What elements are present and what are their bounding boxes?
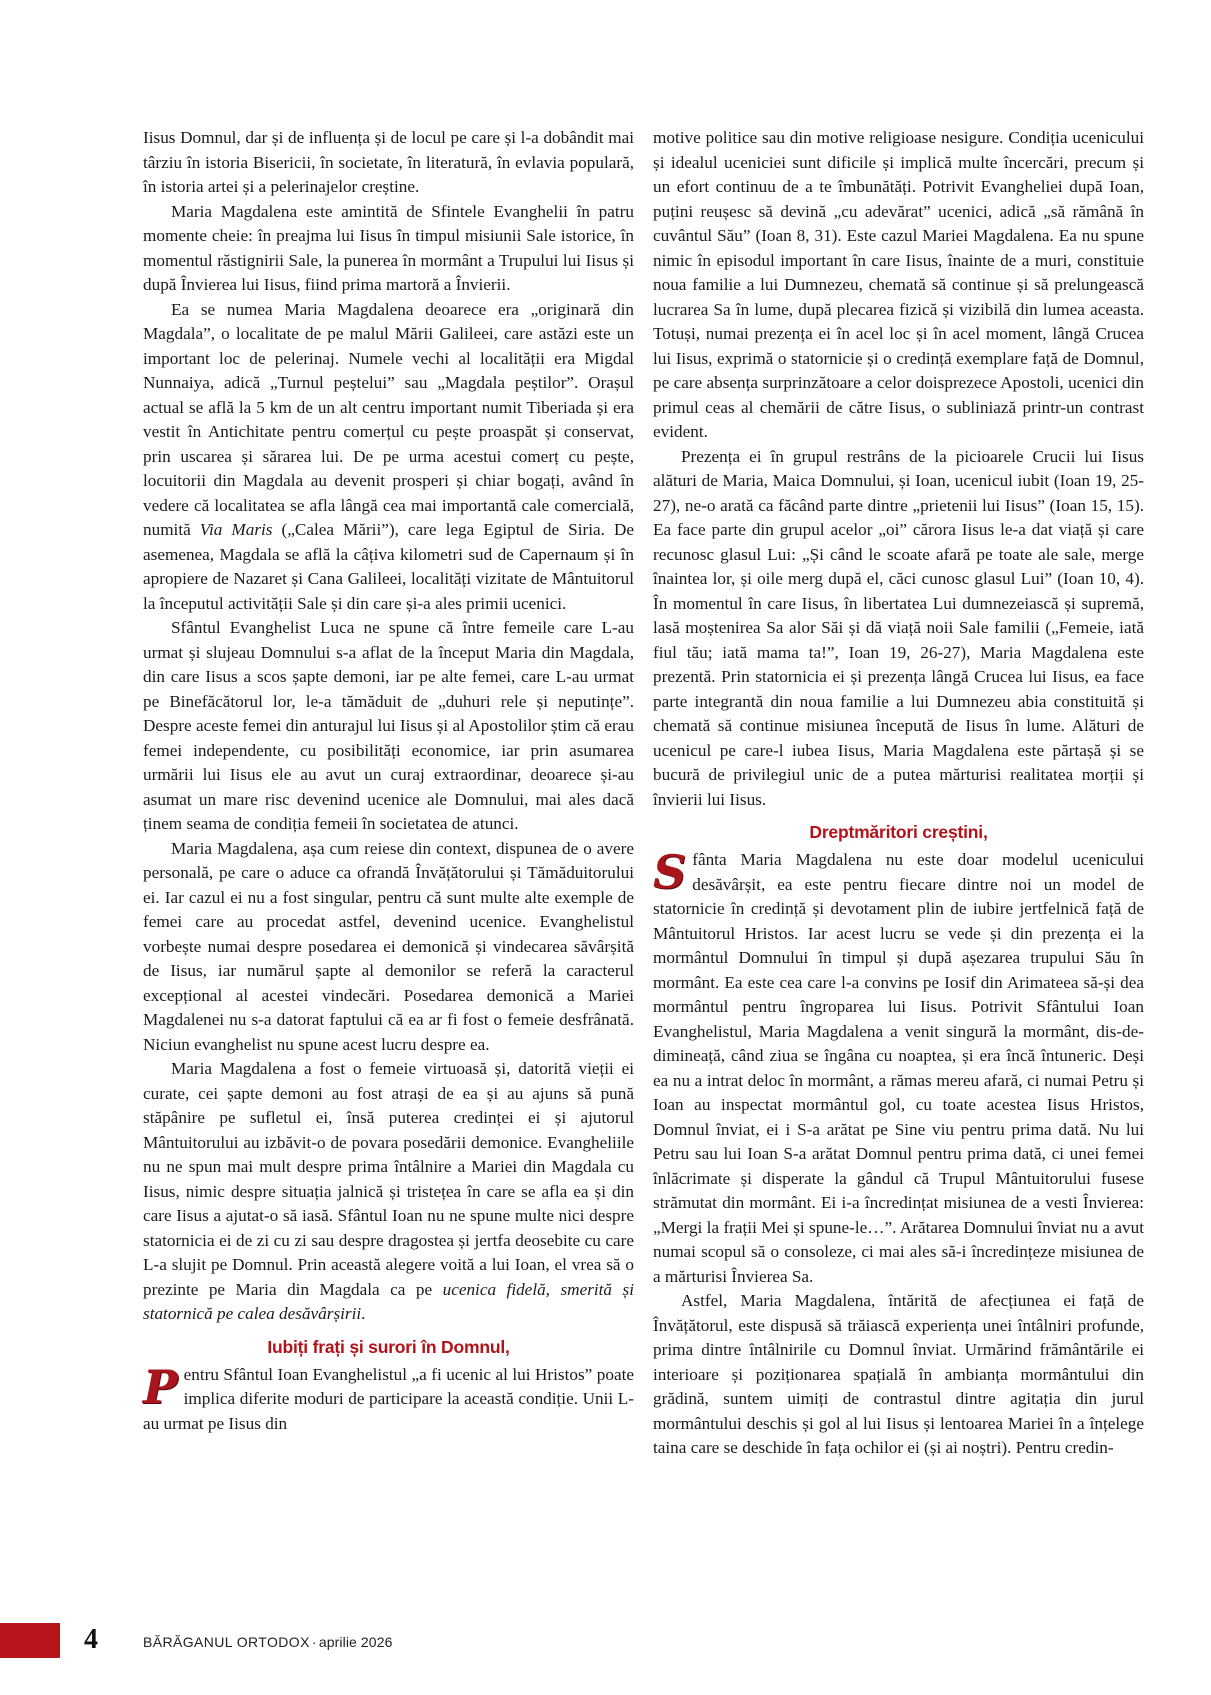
text-run: entru Sfântul Ioan Evanghelistul „a fi ucenic al lui Hristos” poate implica diferite moduri de participare la această condiție. Unii L-au urmat pe Iisus din <box>143 1364 634 1433</box>
section-heading: Iubiți frați și surori în Domnul, <box>267 1336 510 1357</box>
paragraph <box>143 1057 634 1327</box>
italic-text: ucenica fidelă, smerită și statornică pe calea desăvârșirii <box>143 1279 634 1323</box>
paragraph: Maria Magdalena este amintită de Sfintele Evanghelii în patru momente cheie: în preajma lui Iisus în timpul misiunii Sale istorice, în momentul răstignirii Sale, la punerea în mormânt a Trupului lui Iisus și după Învierea lui Iisus, fiind prima martoră a Învierii. <box>143 201 634 294</box>
right-column <box>653 126 1144 1461</box>
text-run: Maria Magdalena a fost o femeie virtuoasă și, datorită vieții ei curate, cei șapte demoni au fost atrași de ea și au ajuns să pună stăpânire pe sufletul ei, însă puterea credinței ei și ajutorul Mântuitorului au izbăvit-o de povara posedării demonice. Evangheliile nu ne spun mai mult despre prima întâlnire a Mariei din Magdala cu Iisus, nimic despre situația jalnică și tristețea în care se afla ea și din care Iisus a ajutat-o să iasă. Sfântul Ioan nu ne spune multe nici despre statornicia ei de zi cu zi sau despre dragostea și jertfa deosebite cu care L-a slujit pe Domnul. Prin această alegere voită a lui Ioan, el vrea să o prezinte pe Maria din Magdala ca pe <box>143 1059 634 1299</box>
paragraph <box>143 298 634 617</box>
issue-date: aprilie 2026 <box>318 1634 393 1650</box>
paragraph: Maria Magdalena, așa cum reiese din context, dispunea de o avere personală, pe care o aduce ca ofrandă Învățătorului și Tămăduitorului ei. Iar cazul ei nu a fost singular, pentru că sunt multe alte exemple de femei care au procedat astfel, devenind ucenice. Evanghelistul vorbește numai despre posedarea ei demonică și vindecarea săvârșită de Iisus, iar numărul șapte al demonilor se referă la caracterul excepțional al acestei vindecări. Posedarea demonică a Mariei Magdalenei nu s-a datorat faptului că ea ar fi fost o femeie desfrânată. Niciun evanghelist nu spune acest lucru despre ea. <box>143 838 634 1054</box>
paragraph <box>143 1359 634 1437</box>
section-heading: Dreptmăritori creștini, <box>809 822 988 842</box>
dropcap-letter: S <box>653 845 687 899</box>
footer-accent-bar <box>0 1623 60 1658</box>
italic-text: Via Maris <box>199 520 273 539</box>
dropcap-letter: P <box>143 1359 178 1414</box>
paragraph: Astfel, Maria Magdalena, întărită de afecțiunea ei față de Învățătorul, este dispusă să trăiască experiența unei întâlniri profunde, prima dintre întâlnirile cu Domnul înviat. Urmărind frământările ei interioare și poziționarea spațială în ambianța mormântului din grădină, suntem uimiți de contrastul dintre agitația din jurul mormântului deschis și gol al lui Iisus și lentoarea Mariei în a înțelege taina care se deschide în fața ochilor ei (și ai noștri). Pentru credin- <box>653 1291 1144 1457</box>
paragraph: Sfântul Evanghelist Luca ne spune că între femeile care L-au urmat și slujeau Domnului s-a aflat de la început Maria din Magdala, din care Iisus a scos șapte demoni, iar pe alte femei, care L-au urmat pe Binefăcătorul lor, le-a tămăduit de „duhuri rele și neputințe”. Despre aceste femei din anturajul lui Iisus și al Apostolilor știm că erau femei independente, cu posibilități economice, iar prin asumarea urmării lui Iisus ele au avut un curaj extraordinar, deoarece și-au asumat un mare risc devenind ucenice ale Domnului, mai ales dacă ținem seama de condiția femeii în societatea de atunci. <box>143 618 634 833</box>
footer-separator: · <box>311 1634 317 1650</box>
left-column <box>143 126 634 1436</box>
text-run: fânta Maria Magdalena nu este doar modelul ucenicului desăvârșit, ea este pentru fiecare dintre noi un model de statornicie în credință și devotament plin de iubire jertfelnică față de Mântuitorul Hristos. Iar acest lucru se vede și din prezența ei la mormântul Domnului în timpul și după așezarea trupului Său în mormânt. Ea este cea care l-a convins pe Iosif din Arimateea să-și dea mormântul pentru îngroparea lui Iisus. Potrivit Sfântului Ioan Evanghelistul, Maria Magdalena a venit singură la mormânt, dis-de-dimineață, când ziua se îngâna cu noaptea, și era încă întuneric. Deși ea nu a intrat deloc în mormânt, a rămas mereu afară, ci numai Petru și Ioan au inspectat mormântul gol, cu toate acestea Iisus Hristos, Domnul înviat, ei i S-a arătat pe Sine viu pentru prima dată. Nu lui Petru sau lui Ioan S-a arătat Domnul pentru prima dată, ci unei femei înlăcrimate și disperate la gândul că Trupul Mântuitorului fusese strămutat din mormânt. Ei i-a încredințat misiunea de a vesti Învierea: „Mergi la frații Mei și spune-le…”. Arătarea Domnului înviat nu a avut numai scopul să o consoleze, ci mai ales să-i încredințeze misiunea de a mărturisi Învierea Sa. <box>653 850 1144 1286</box>
paragraph <box>653 845 1144 1289</box>
text-run: . <box>361 1304 366 1323</box>
paragraph: Iisus Domnul, dar și de influența și de locul pe care și l-a dobândit mai târziu în istoria Bisericii, în societate, în literatură, în evlavia populară, în istoria artei și a pelerinajelor creștine. <box>143 128 634 196</box>
paragraph: Prezența ei în grupul restrâns de la picioarele Crucii lui Iisus alături de Maria, Maica Domnului, și Ioan, ucenicul iubit (Ioan 19, 25-27), ne-o arată ca făcând parte dintre „prietenii lui Iisus” (Ioan 15, 15). Ea face parte din grupul acelor „oi” cărora Iisus le-a dat viață și care recunosc glasul Lui: „Și când le scoate afară pe toate ale sale, merge înaintea lor, și oile merg după el, căci cunosc glasul Lui” (Ioan 10, 4). În momentul în care Iisus, în libertatea Lui dumnezeiască și supremă, lasă moștenirea Sa alor Săi și dă viață noii Sale familii („Femeie, iată fiul tău; iată mama ta!”, Ioan 19, 26-27), Maria Magdalena este prezentă. Prin statornicia ei și prezența lângă Crucea lui Iisus, ea face parte integrantă din noua familie a lui Dumnezeu abia constituită și chemată să continue misiunea începută de Iisus în lume. Alături de ucenicul pe care-l iubea Iisus, Maria Magdalena este părtașă și se bucură de privilegiul unic de a putea mărturisi realitatea morții și învierii lui Iisus. <box>653 446 1144 809</box>
page-number: 4 <box>84 1624 98 1655</box>
text-run: („Calea Mării”), care lega Egiptul de Siria. De asemenea, Magdala se află la câțiva kilometri sud de Capernaum și în apropiere de Nazaret și Cana Galileei, localități vizitate de Mântuitorul la începutul activității Sale și din care și-a ales primii ucenici. <box>143 520 634 613</box>
footer-publication <box>143 1632 392 1652</box>
text-run: Ea se numea Maria Magdalena deoarece era „originară din Magdala”, o localitate de pe malul Mării Galileei, care astăzi este un important loc de pelerinaj. Numele vechi al localității era Migdal Nunnaiya, adică „Turnul peștelui” sau „Magdala peștilor”. Orașul actual se află la 5 km de un alt centru important numit Tiberiada și era vestit în Antichitate pentru comerțul cu pește proaspăt și conservat, prin uscarea și sărarea lui. De pe urma acestui comerț cu pește, locuitorii din Magdala au devenit prosperi și chiar bogați, având în vedere că localitatea se afla lângă cea mai importantă cale comercială, numită <box>143 299 634 539</box>
publication-name: BĂRĂGANUL ORTODOX <box>143 1634 310 1650</box>
paragraph: motive politice sau din motive religioase nesigure. Condiția ucenicului și idealul uceniciei sunt dificile și implică multe încercări, precum și un efort continuu de a te îmbunătăți. Potrivit Evangheliei după Ioan, puțini reușesc să devină „cu adevărat” ucenici, adică „să rămână în cuvântul Său” (Ioan 8, 31). Este cazul Mariei Magdalena. Ea nu spune nimic în episodul important în care Iisus, înainte de a muri, constituie noua familie a lui Dumnezeu, chemată să continue și să prelungească lucrarea Sa în lume, după plecarea fizică și vizibilă din lumea aceasta. Totuși, numai prezența ei în acel loc și în acel moment, lângă Crucea lui Iisus, exprimă o statornicie și o credință exemplare față de Domnul, pe care absența surprinzătoare a celor doisprezece Apostoli, ucenici din primul ceas al chemării de către Iisus, o subliniază printr-un contrast evident. <box>653 128 1144 441</box>
